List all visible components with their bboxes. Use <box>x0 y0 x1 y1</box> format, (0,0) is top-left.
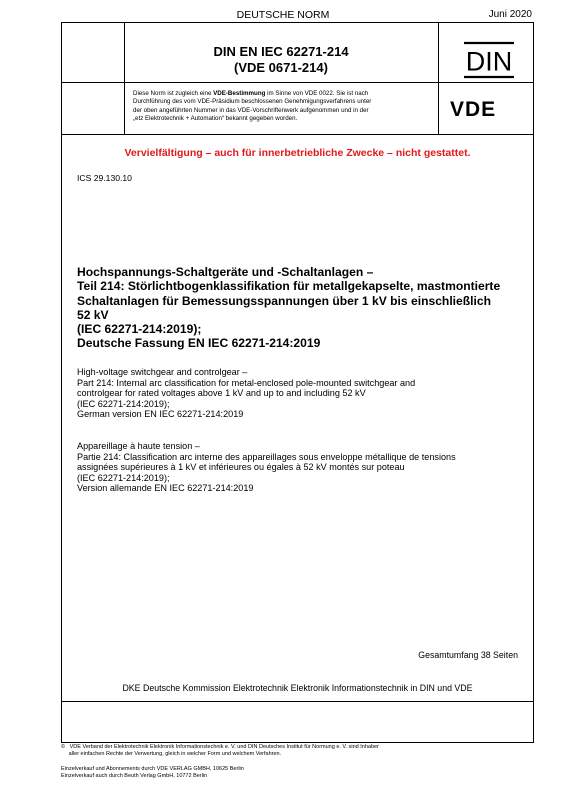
standard-number: DIN EN IEC 62271-214 <box>213 44 349 59</box>
standard-title-block <box>133 44 429 76</box>
title-de-line: Deutsche Fassung EN IEC 62271-214:2019 <box>77 336 321 351</box>
din-logo <box>461 40 517 80</box>
title-en-line: controlgear for rated voltages above 1 kV and up to and including 52 kV <box>77 388 366 399</box>
title-fr-line: assignées supérieures à 1 kV et inférieures ou égales à 52 kV montés sur poteau <box>77 462 405 473</box>
copyright-line: © VDE Verband der Elektrotechnik Elektronik Informationstechnik e. V. und DIN Deutsches Institut für Normung e. V. sind Inhaber <box>61 744 379 750</box>
dke-line: DKE Deutsche Kommission Elektrotechnik Elektronik Informationstechnik in DIN und VDE <box>122 683 473 693</box>
title-en-line: (IEC 62271-214:2019); <box>77 398 170 409</box>
title-fr-line: Appareillage à haute tension – <box>77 441 200 451</box>
sales-line: Einzelverkauf und Abonnements durch VDE VERLAG GMBH, 10625 Berlin <box>61 766 244 772</box>
title-en-line: German version EN IEC 62271-214:2019 <box>77 409 244 420</box>
din-logo-text: DIN <box>465 46 513 77</box>
copyright-notice <box>61 744 531 758</box>
title-de-line: Teil 214: Störlichtbogenklassifikation für metallgekapselte, mastmontierte <box>77 279 501 294</box>
total-pages: Gesamtumfang 38 Seiten <box>418 650 518 660</box>
vde-logo: VDE <box>450 98 497 121</box>
din-logo-graphic <box>461 40 517 80</box>
title-english <box>77 367 532 420</box>
norm-label: DEUTSCHE NORM <box>236 9 330 21</box>
title-de-line: 52 kV <box>77 307 109 322</box>
copy-warning: Vervielfältigung – auch für innerbetriebliche Zwecke – nicht gestattet. <box>124 147 471 159</box>
vde-number: (VDE 0671-214) <box>234 60 328 75</box>
left-column-divider <box>124 23 125 134</box>
vde-note <box>133 90 435 123</box>
title-fr-line: Version allemande EN IEC 62271-214:2019 <box>77 483 254 494</box>
title-fr-line: Partie 214: Classification arc interne des appareillages sous enveloppe métallique de tensions <box>77 451 456 462</box>
note-prefix: Diese Norm ist zugleich eine <box>133 90 214 97</box>
divider-dke <box>62 701 533 702</box>
note-line2: Durchführung des vom VDE-Präsidium beschlossenen Genehmigungsverfahrens unter <box>133 98 372 106</box>
copyright-line: aller einfachen Rechte der Verwertung, gleich in welcher Form und welchem Verfahren. <box>61 751 282 757</box>
note-line4: „etz Elektrotechnik + Automation“ bekannt gegeben worden. <box>133 114 298 122</box>
title-de-line: Schaltanlagen für Bemessungsspannungen über 1 kV bis einschließlich <box>77 293 491 308</box>
title-fr-line: (IEC 62271-214:2019); <box>77 472 170 483</box>
title-french <box>77 441 532 494</box>
sales-info <box>61 766 531 780</box>
sales-line: Einzelverkauf auch durch Beuth Verlag GmbH, 10772 Berlin <box>61 773 208 779</box>
divider-note <box>62 134 533 135</box>
title-de-line: (IEC 62271-214:2019); <box>77 322 202 337</box>
title-de-line: Hochspannungs-Schaltgeräte und -Schaltanlagen – <box>77 265 374 279</box>
title-en-line: Part 214: Internal arc classification for metal-enclosed pole-mounted switchgear and <box>77 377 416 388</box>
note-line3: der oben angeführten Nummer in das VDE-Vorschriftenwerk aufgenommen und in der <box>133 106 369 114</box>
divider-title <box>62 82 533 83</box>
right-column-divider <box>438 23 439 134</box>
note-bold: VDE-Bestimmung <box>213 90 266 97</box>
title-german <box>77 265 532 351</box>
note-line1-rest: im Sinne von VDE 0022. Sie ist nach <box>265 90 369 97</box>
issue-date: Juni 2020 <box>488 9 532 20</box>
ics-code: ICS 29.130.10 <box>77 173 132 183</box>
title-en-line: High-voltage switchgear and controlgear – <box>77 367 248 377</box>
